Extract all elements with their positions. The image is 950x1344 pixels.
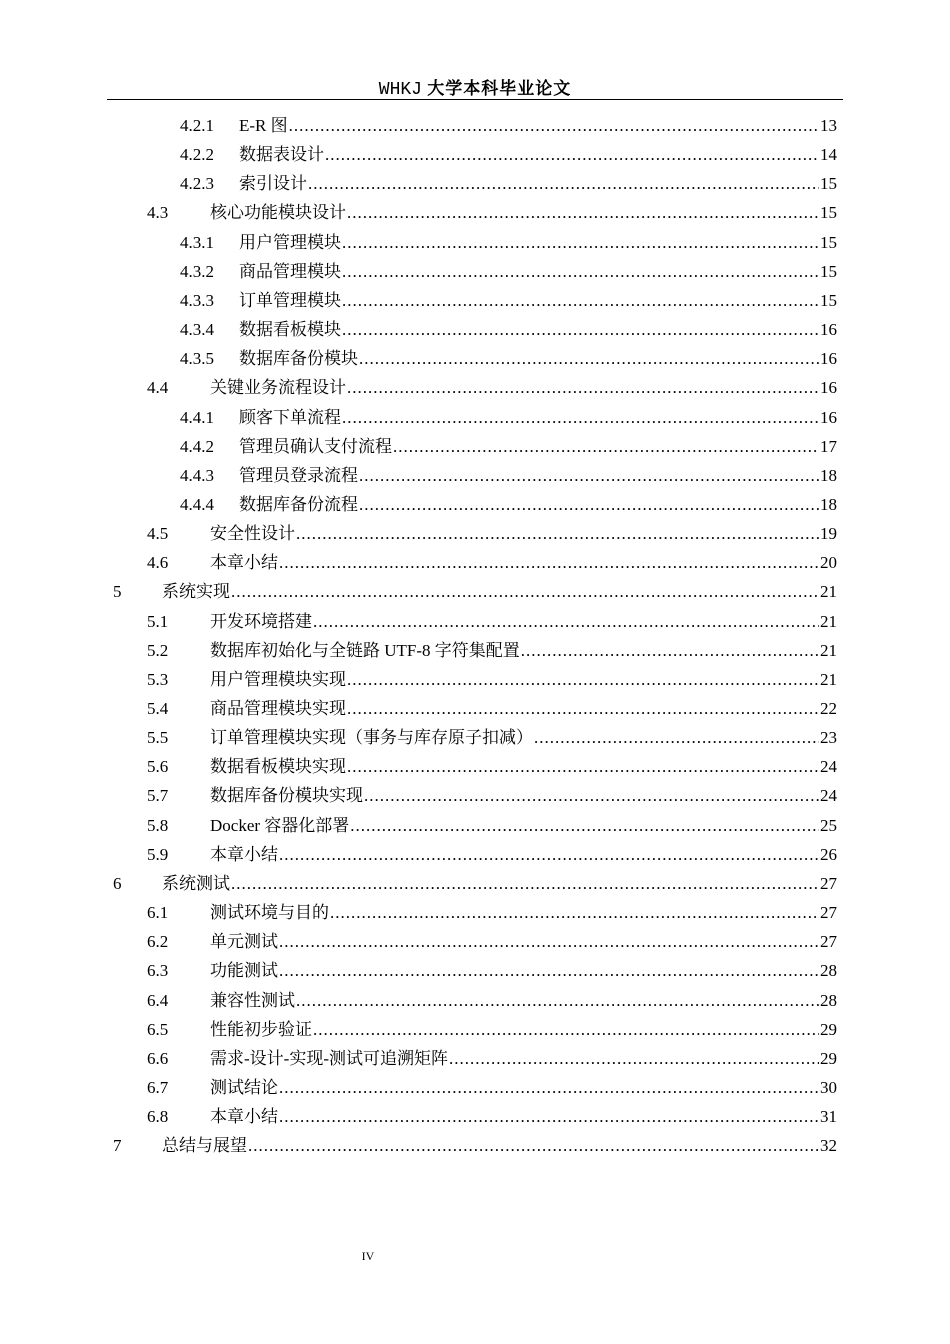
toc-entry-title: 订单管理模块实现（事务与库存原子扣减） xyxy=(210,728,533,748)
toc-entry-number: 4.2.2 xyxy=(180,145,214,165)
page-footer xyxy=(0,1249,736,1264)
toc-entry[interactable] xyxy=(180,344,837,373)
toc-entry-number: 5.2 xyxy=(147,640,169,660)
toc-entry-page: 21 xyxy=(820,669,837,689)
toc-entry-page: 27 xyxy=(820,903,837,923)
toc-leader-dots xyxy=(279,1102,819,1131)
header-title-cn: 大学本科毕业论文 xyxy=(427,79,572,99)
toc-entry[interactable] xyxy=(147,519,837,548)
toc-entry-page: 28 xyxy=(820,990,837,1010)
toc-entry[interactable] xyxy=(180,286,837,315)
toc-entry-number: 4.3.3 xyxy=(180,290,214,310)
toc-entry-title: 数据看板模块 xyxy=(239,320,341,340)
toc-leader-dots xyxy=(364,781,819,810)
toc-entry-title: 数据库备份模块 xyxy=(239,349,358,369)
toc-entry-page: 24 xyxy=(820,757,837,777)
toc-entry-title: 安全性设计 xyxy=(210,524,295,544)
toc-leader-dots xyxy=(347,665,819,694)
toc-leader-dots xyxy=(347,373,819,402)
toc-entry-number: 4.6 xyxy=(147,553,169,573)
toc-leader-dots xyxy=(308,169,819,198)
toc-entry[interactable] xyxy=(147,1044,837,1073)
toc-entry-title: 测试结论 xyxy=(210,1077,278,1097)
toc-entry-number: 6.2 xyxy=(147,932,169,952)
toc-entry-page: 24 xyxy=(820,786,837,806)
toc-leader-dots xyxy=(342,228,819,257)
toc-leader-dots xyxy=(359,490,819,519)
toc-entry-page: 30 xyxy=(820,1077,837,1097)
toc-entry-number: 4.4.2 xyxy=(180,436,214,456)
toc-entry-number: 4.4.1 xyxy=(180,407,214,427)
toc-entry-page: 21 xyxy=(820,611,837,631)
toc-entry-title: 总结与展望 xyxy=(162,1136,247,1156)
toc-entry[interactable] xyxy=(147,1073,837,1102)
toc-entry[interactable] xyxy=(180,461,837,490)
toc-entry-number: 5.8 xyxy=(147,815,169,835)
toc-entry-number: 4.3 xyxy=(147,203,169,223)
toc-entry-number: 5.5 xyxy=(147,728,169,748)
toc-entry-number: 5 xyxy=(113,582,122,602)
toc-entry[interactable] xyxy=(113,577,837,606)
toc-entry[interactable] xyxy=(180,111,837,140)
page-number: IV xyxy=(361,1249,375,1263)
toc-entry[interactable] xyxy=(147,752,837,781)
toc-entry-title: 商品管理模块实现 xyxy=(210,699,346,718)
toc-entry-title: 订单管理模块 xyxy=(239,290,341,310)
toc-entry-title: 管理员登录流程 xyxy=(239,465,358,485)
toc-leader-dots xyxy=(296,519,819,548)
toc-entry-number: 6.1 xyxy=(147,903,169,923)
toc-entry-page: 18 xyxy=(820,465,837,485)
toc-entry-title: 开发环境搭建 xyxy=(210,611,312,631)
toc-leader-dots xyxy=(279,548,819,577)
toc-entry-title: 关键业务流程设计 xyxy=(210,378,346,398)
toc-leader-dots xyxy=(289,111,819,140)
toc-entry[interactable] xyxy=(180,432,837,461)
toc-leader-dots xyxy=(231,869,819,898)
header-title-latin: WHKJ xyxy=(378,80,422,100)
toc-entry[interactable] xyxy=(180,140,837,169)
toc-leader-dots xyxy=(342,315,819,344)
toc-entry-number: 6.7 xyxy=(147,1077,169,1097)
toc-entry-number: 6.4 xyxy=(147,990,169,1010)
toc-entry[interactable] xyxy=(147,636,837,665)
toc-entry[interactable] xyxy=(147,694,837,723)
toc-entry[interactable] xyxy=(147,811,837,840)
toc-entry-number: 4.5 xyxy=(147,524,169,544)
toc-entry[interactable] xyxy=(147,373,837,402)
toc-entry-title: 本章小结 xyxy=(210,1107,278,1127)
toc-entry-title: 需求-设计-实现-测试可追溯矩阵 xyxy=(210,1048,448,1068)
toc-entry[interactable] xyxy=(147,927,837,956)
toc-entry[interactable] xyxy=(147,898,837,927)
toc-entry-title: 顾客下单流程 xyxy=(239,407,341,427)
toc-entry-number: 4.3.4 xyxy=(180,320,214,340)
toc-entry-page: 17 xyxy=(820,436,837,456)
toc-entry-number: 6.8 xyxy=(147,1107,169,1127)
toc-entry-page: 21 xyxy=(820,582,837,602)
toc-entry-page: 25 xyxy=(820,815,837,835)
toc-leader-dots xyxy=(325,140,819,169)
toc-entry-page: 23 xyxy=(820,728,837,748)
toc-leader-dots xyxy=(347,198,819,227)
toc-entry-title: 用户管理模块 xyxy=(239,232,341,252)
toc-entry[interactable] xyxy=(147,665,837,694)
toc-entry-page: 27 xyxy=(820,873,837,893)
toc-entry-page: 28 xyxy=(820,961,837,981)
toc-entry-page: 26 xyxy=(820,844,837,864)
toc-entry-title: 核心功能模块设计 xyxy=(210,203,346,223)
toc-entry-page: 16 xyxy=(820,349,837,369)
toc-leader-dots xyxy=(279,840,819,869)
toc-entry-number: 4.4.3 xyxy=(180,465,214,485)
toc-entry[interactable] xyxy=(147,198,837,227)
toc-entry-number: 6.3 xyxy=(147,961,169,981)
toc-leader-dots xyxy=(342,286,819,315)
toc-leader-dots xyxy=(342,257,819,286)
toc-entry-page: 15 xyxy=(820,261,837,281)
toc-entry-title: 数据看板模块实现 xyxy=(210,757,346,777)
toc-entry-page: 13 xyxy=(820,116,837,135)
toc-entry-page: 15 xyxy=(820,290,837,310)
toc-entry-page: 16 xyxy=(820,407,837,427)
toc-entry-title: 用户管理模块实现 xyxy=(210,669,346,689)
toc-entry[interactable] xyxy=(147,607,837,636)
toc-entry-page: 18 xyxy=(820,494,837,514)
toc-entry-number: 5.6 xyxy=(147,757,169,777)
toc-entry[interactable] xyxy=(147,1102,837,1131)
toc-entry-page: 16 xyxy=(820,320,837,340)
toc-entry-number: 4.2.1 xyxy=(180,116,214,135)
toc-entry-title: 系统实现 xyxy=(162,582,230,602)
toc-entry-page: 29 xyxy=(820,1019,837,1039)
toc-entry-title: 测试环境与目的 xyxy=(210,903,329,923)
toc-entry-title: E-R 图 xyxy=(239,116,288,135)
toc-entry-number: 5.7 xyxy=(147,786,169,806)
toc-entry-title: 系统测试 xyxy=(162,873,230,893)
toc-entry[interactable] xyxy=(147,548,837,577)
toc-entry-title: 单元测试 xyxy=(210,932,278,952)
toc-entry-page: 20 xyxy=(820,553,837,573)
toc-entry-title: 数据表设计 xyxy=(239,145,324,165)
toc-entry-title: 兼容性测试 xyxy=(210,990,295,1010)
toc-leader-dots xyxy=(313,607,819,636)
toc-entry-number: 5.3 xyxy=(147,669,169,689)
toc-leader-dots xyxy=(231,577,819,606)
toc-leader-dots xyxy=(342,403,819,432)
toc-entry-number: 4.3.1 xyxy=(180,232,214,252)
toc-entry[interactable] xyxy=(147,956,837,985)
toc-leader-dots xyxy=(359,344,819,373)
toc-entry-page: 27 xyxy=(820,932,837,952)
toc-entry-page: 15 xyxy=(820,203,837,223)
toc-entry[interactable] xyxy=(180,257,837,286)
toc-entry-number: 6.6 xyxy=(147,1048,169,1068)
toc-leader-dots xyxy=(279,927,819,956)
toc-leader-dots xyxy=(449,1044,819,1073)
toc-entry-number: 4.4.4 xyxy=(180,494,214,514)
toc-entry-page: 15 xyxy=(820,174,837,194)
toc-entry[interactable] xyxy=(113,1131,837,1160)
toc-leader-dots xyxy=(347,694,819,723)
toc-leader-dots xyxy=(393,432,819,461)
toc-leader-dots xyxy=(359,461,819,490)
toc-entry-number: 5.1 xyxy=(147,611,169,631)
toc-entry[interactable] xyxy=(180,315,837,344)
toc-leader-dots xyxy=(313,1015,819,1044)
toc-entry-title: Docker 容器化部署 xyxy=(210,815,350,835)
toc-entry-title: 索引设计 xyxy=(239,174,307,194)
toc-entry-page: 19 xyxy=(820,524,837,544)
toc-entry-number: 6 xyxy=(113,873,122,893)
toc-entry-title: 数据库初始化与全链路 UTF-8 字符集配置 xyxy=(210,640,520,660)
toc-entry-page: 31 xyxy=(820,1107,837,1127)
toc-entry-page: 16 xyxy=(820,378,837,398)
toc-entry-number: 4.4 xyxy=(147,378,169,398)
toc-entry[interactable] xyxy=(180,169,837,198)
page-header xyxy=(107,74,843,100)
toc-entry-page: 14 xyxy=(820,145,837,165)
toc-entry-number: 7 xyxy=(113,1136,122,1156)
toc-entry-page: 15 xyxy=(820,232,837,252)
toc-entry-title: 数据库备份模块实现 xyxy=(210,786,363,806)
toc-entry-title: 管理员确认支付流程 xyxy=(239,436,392,456)
toc-entry-title: 本章小结 xyxy=(210,844,278,864)
toc-entry-page: 29 xyxy=(820,1048,837,1068)
toc-entry-title: 性能初步验证 xyxy=(210,1019,312,1039)
toc-entry-number: 6.5 xyxy=(147,1019,169,1039)
toc-entry-title: 数据库备份流程 xyxy=(239,494,358,514)
toc-entry-number: 4.2.3 xyxy=(180,174,214,194)
toc-entry[interactable] xyxy=(180,403,837,432)
toc-leader-dots xyxy=(350,811,819,840)
toc-entry[interactable] xyxy=(147,781,837,810)
toc-entry-page: 21 xyxy=(820,640,837,660)
toc-leader-dots xyxy=(534,723,819,752)
toc-entry-title: 商品管理模块 xyxy=(239,261,341,281)
toc-entry-title: 本章小结 xyxy=(210,553,278,573)
toc-leader-dots xyxy=(248,1131,819,1160)
toc-entry[interactable] xyxy=(180,228,837,257)
toc-entry-page: 32 xyxy=(820,1136,837,1156)
toc-leader-dots xyxy=(347,752,819,781)
toc-entry-number: 5.9 xyxy=(147,844,169,864)
toc-entry-number: 4.3.5 xyxy=(180,349,214,369)
toc-entry[interactable] xyxy=(147,840,837,869)
toc-leader-dots xyxy=(279,1073,819,1102)
toc-entry[interactable] xyxy=(113,869,837,898)
toc-entry-number: 4.3.2 xyxy=(180,261,214,281)
toc-leader-dots xyxy=(330,898,819,927)
toc-leader-dots xyxy=(521,636,819,665)
header-rule xyxy=(107,99,843,100)
toc-entry-title: 功能测试 xyxy=(210,961,278,981)
toc-entry[interactable] xyxy=(147,1015,837,1044)
toc-entry-number: 5.4 xyxy=(147,699,169,718)
toc-entry[interactable] xyxy=(180,490,837,519)
toc-entry[interactable] xyxy=(147,723,837,752)
toc-entry[interactable] xyxy=(147,986,837,1015)
toc-leader-dots xyxy=(279,956,819,985)
toc-leader-dots xyxy=(296,986,819,1015)
toc-entry-page: 22 xyxy=(820,699,837,718)
